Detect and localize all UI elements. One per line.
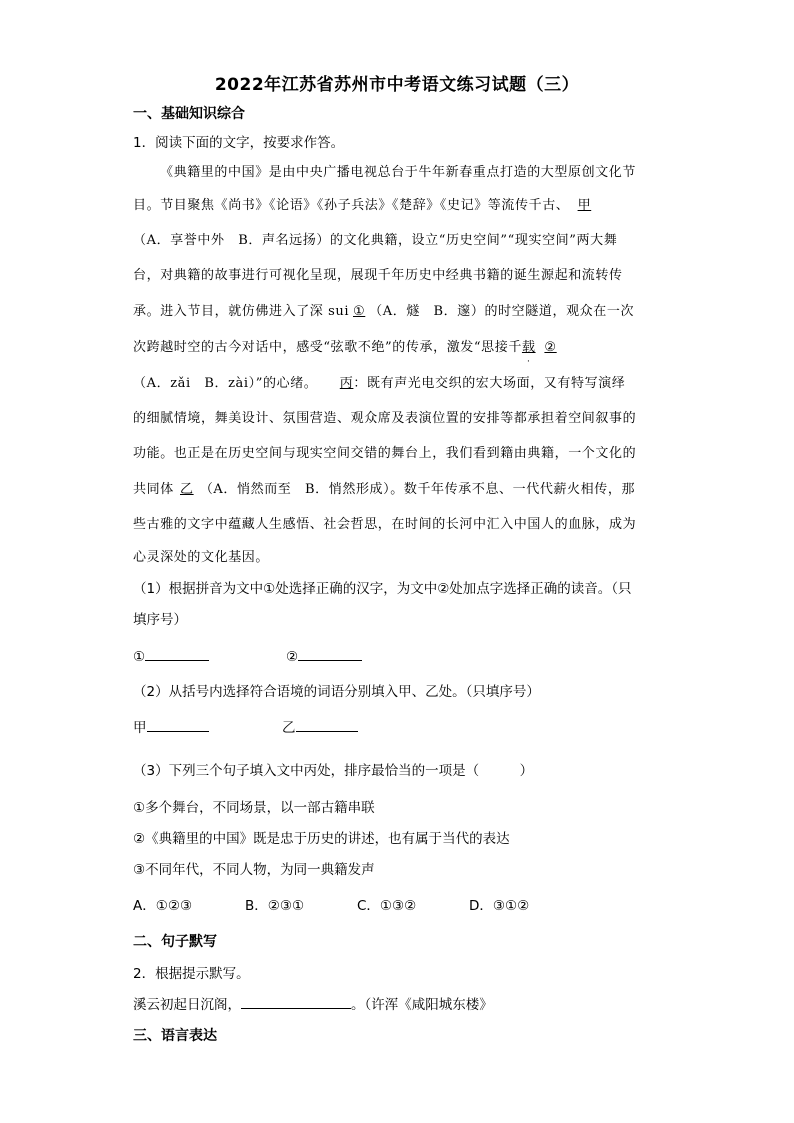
passage-line: （A．享誉中外 B．声名远扬）的文化典籍，设立“历史空间”“现实空间”两大舞 [133, 233, 618, 248]
sentence-option: ②《典籍里的中国》既是忠于历史的讲述，也有属于当代的表达 [133, 831, 510, 847]
blank-1: ① [353, 304, 366, 319]
passage-line: 《典籍里的中国》是由中央广播电视总台于牛年新春重点打造的大型原创文化节 [160, 165, 637, 180]
subquestion-1-text: （1）根据拼音为文中①处选择正确的汉字，为文中②处加点字选择正确的读音。（只 [133, 581, 632, 597]
emphasis-dot: · [526, 357, 531, 367]
answer-blank[interactable] [298, 646, 362, 661]
passage-text: （A．悄然而至 B．悄然形成）。数千年传承不息、一代代薪火相传，那 [199, 482, 636, 497]
passage-line: 些古雅的文字中蕴藏人生感悟、社会哲思，在时间的长河中汇入中国人的血脉，成为 [133, 517, 637, 532]
dotted-char-zai [521, 340, 536, 367]
answer-blank[interactable] [145, 646, 209, 661]
answer-field-jia[interactable] [133, 716, 209, 736]
passage-line [133, 194, 599, 213]
section-heading-3: 三、语言表达 [133, 1028, 217, 1044]
blank-yi: 乙 [180, 482, 194, 497]
answer-label: 甲 [133, 720, 147, 736]
passage-line [133, 478, 635, 497]
blank-bing: 丙 [339, 376, 354, 391]
section-heading-1: 一、基础知识综合 [133, 106, 245, 122]
passage-text: 目。节目聚焦《尚书》《论语》《孙子兵法》《楚辞》《史记》等流传千古、 [133, 198, 570, 213]
section-heading-2: 二、句子默写 [133, 934, 217, 950]
recitation-blank[interactable] [241, 994, 351, 1009]
answer-blank[interactable] [147, 717, 209, 732]
recitation-line [133, 993, 493, 1013]
choice-b[interactable]: B．②③① [245, 898, 305, 914]
passage-line: 的细腻情境，舞美设计、氛围营造、观众席及表演位置的安排等都承担着空间叙事的 [133, 411, 637, 426]
poem-text: 溪云初起日沉阁， [133, 997, 241, 1013]
passage-text: （A．燧 B．邃）的时空隧道，观众在一次 [369, 304, 635, 319]
passage-text: 承。进入节目，就仿佛进入了深 sui [133, 304, 350, 319]
answer-blank[interactable] [296, 717, 358, 732]
answer-label: ② [286, 649, 299, 665]
passage-line [133, 372, 625, 391]
answer-field-1[interactable] [133, 646, 209, 665]
sentence-option: ③不同年代，不同人物，为同一典籍发声 [133, 862, 375, 878]
question-2-intro: 2．根据提示默写。 [133, 966, 250, 982]
passage-text: ：既有声光电交织的宏大场面，又有特写演绎 [353, 376, 626, 391]
answer-field-yi[interactable] [282, 716, 358, 736]
choice-c[interactable]: C．①③② [357, 898, 417, 914]
blank-2: ② [544, 340, 557, 355]
subquestion-1-text: 填序号） [133, 612, 187, 628]
passage-text: 共同体 [133, 482, 174, 497]
subquestion-3-text: （3）下列三个句子填入文中丙处，排序最恰当的一项是（ ） [133, 763, 534, 779]
answer-label: ① [133, 649, 146, 665]
question-1-intro: 1．阅读下面的文字，按要求作答。 [133, 135, 345, 151]
answer-label: 乙 [282, 720, 296, 736]
passage-line [133, 336, 566, 367]
sentence-option: ①多个舞台，不同场景，以一部古籍串联 [133, 800, 375, 816]
passage-line [133, 300, 634, 319]
passage-text: 次跨越时空的古今对话中，感受“弦歌不绝”的传承，激发“思接千 [133, 340, 522, 355]
passage-line: 心灵深处的文化基因。 [133, 550, 270, 565]
passage-text: （A．zǎi B．zài）”的心绪。 [133, 376, 318, 391]
blank-jia: 甲 [577, 198, 592, 213]
passage-line: 功能。也正是在历史空间与现实空间交错的舞台上，我们看到籍由典籍，一个文化的 [133, 446, 637, 461]
subquestion-2-text: （2）从括号内选择符合语境的词语分别填入甲、乙处。（只填序号） [133, 684, 540, 700]
passage-line: 台，对典籍的故事进行可视化呈现，展现千年历史中经典书籍的诞生源起和流转传 [133, 268, 623, 283]
answer-field-2[interactable] [286, 646, 362, 665]
poem-source: 。（许浑《咸阳城东楼》 [351, 997, 493, 1013]
choice-a[interactable]: A．①②③ [133, 898, 193, 914]
page-title: 2022年江苏省苏州市中考语文练习试题（三） [214, 75, 580, 95]
choice-d[interactable]: D．③①② [469, 898, 530, 914]
dotted-char-text: 载 [521, 340, 536, 355]
